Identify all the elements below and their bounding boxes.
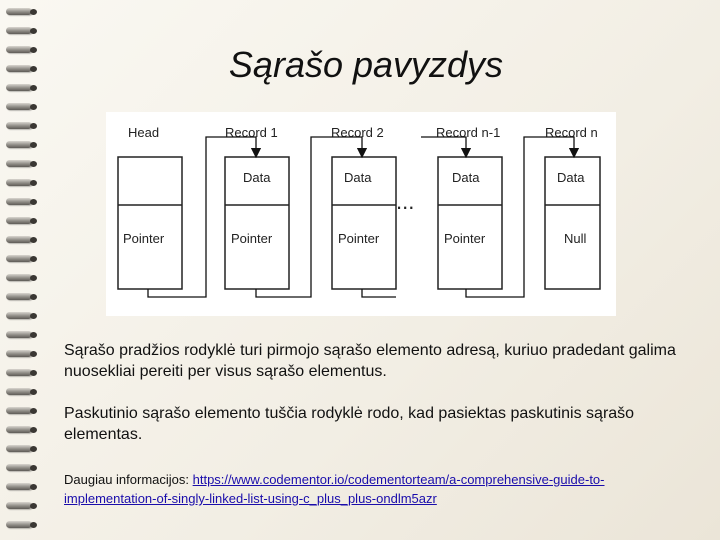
ellipsis: ... xyxy=(396,189,415,214)
binding-ring xyxy=(6,312,32,319)
binding-hole xyxy=(30,522,37,528)
binding-hole xyxy=(30,9,37,15)
binding-hole xyxy=(30,408,37,414)
binding-ring xyxy=(6,369,32,376)
binding-ring xyxy=(6,483,32,490)
binding-hole xyxy=(30,313,37,319)
node-record-1 xyxy=(225,157,289,289)
head-pointer: Pointer xyxy=(123,231,165,246)
binding-ring xyxy=(6,255,32,262)
more-info xyxy=(64,470,694,508)
binding-hole xyxy=(30,104,37,110)
binding-ring xyxy=(6,198,32,205)
binding-ring xyxy=(6,388,32,395)
record-2-pointer: Pointer xyxy=(338,231,380,246)
binding-hole xyxy=(30,427,37,433)
binding-hole xyxy=(30,332,37,338)
binding-hole xyxy=(30,218,37,224)
binding-ring xyxy=(6,445,32,452)
node-record-n xyxy=(545,157,600,289)
binding-hole xyxy=(30,484,37,490)
binding-hole xyxy=(30,180,37,186)
binding-hole xyxy=(30,28,37,34)
record-n-1-pointer: Pointer xyxy=(444,231,486,246)
paragraph-head-pointer: Sąrašo pradžios rodyklė turi pirmojo sąrašo elemento adresą, kuriuo pradedant galima nuosekliai pereiti per visus sąrašo elementus. xyxy=(64,342,676,380)
header-head: Head xyxy=(128,125,160,140)
record-2-data: Data xyxy=(344,170,372,185)
header-record-n: Record n xyxy=(545,125,598,140)
binding-ring xyxy=(6,160,32,167)
binding-ring xyxy=(6,521,32,528)
binding-hole xyxy=(30,237,37,243)
binding-ring xyxy=(6,350,32,357)
binding-hole xyxy=(30,389,37,395)
record-1-data: Data xyxy=(243,170,271,185)
record-n-pointer: Null xyxy=(564,231,587,246)
binding-ring xyxy=(6,27,32,34)
binding-ring xyxy=(6,331,32,338)
binding-hole xyxy=(30,446,37,452)
more-info-link[interactable]: https://www.codementor.io/codementorteam/a-comprehensive-guide-to-implementation-of-singly-linked-list-using-c_plus_plus-ondlm5azr xyxy=(64,472,605,506)
binding-hole xyxy=(30,503,37,509)
node-head xyxy=(118,157,182,289)
binding-ring xyxy=(6,274,32,281)
binding-ring xyxy=(6,179,32,186)
header-record-n-1: Record n-1 xyxy=(436,125,501,140)
binding-hole xyxy=(30,351,37,357)
paragraph-null-pointer: Paskutinio sąrašo elemento tuščia rodyklė rodo, kad pasiektas paskutinis sąrašo elementas. xyxy=(64,405,635,443)
slide-title: Sąrašo pavyzdys xyxy=(228,44,504,85)
record-n-1-data: Data xyxy=(452,170,480,185)
binding-hole xyxy=(30,199,37,205)
binding-hole xyxy=(30,123,37,129)
binding-hole xyxy=(30,161,37,167)
binding-ring xyxy=(6,407,32,414)
header-record-2: Record 2 xyxy=(331,125,384,140)
node-record-2 xyxy=(332,157,396,289)
binding-ring xyxy=(6,293,32,300)
linked-list-diagram xyxy=(106,112,616,316)
binding-ring xyxy=(6,103,32,110)
node-record-n-1 xyxy=(438,157,502,289)
binding-hole xyxy=(30,294,37,300)
record-n-data: Data xyxy=(557,170,585,185)
binding-ring xyxy=(6,217,32,224)
binding-ring xyxy=(6,426,32,433)
binding-ring xyxy=(6,122,32,129)
binding-hole xyxy=(30,465,37,471)
binding-hole xyxy=(30,370,37,376)
binding-hole xyxy=(30,275,37,281)
binding-ring xyxy=(6,502,32,509)
binding-ring xyxy=(6,464,32,471)
binding-ring xyxy=(6,8,32,15)
header-record-1: Record 1 xyxy=(225,125,278,140)
binding-ring xyxy=(6,236,32,243)
binding-ring xyxy=(6,141,32,148)
binding-hole xyxy=(30,142,37,148)
linked-list-svg xyxy=(106,112,616,316)
record-1-pointer: Pointer xyxy=(231,231,273,246)
more-info-label: Daugiau informacijos: xyxy=(64,472,193,487)
binding-hole xyxy=(30,256,37,262)
